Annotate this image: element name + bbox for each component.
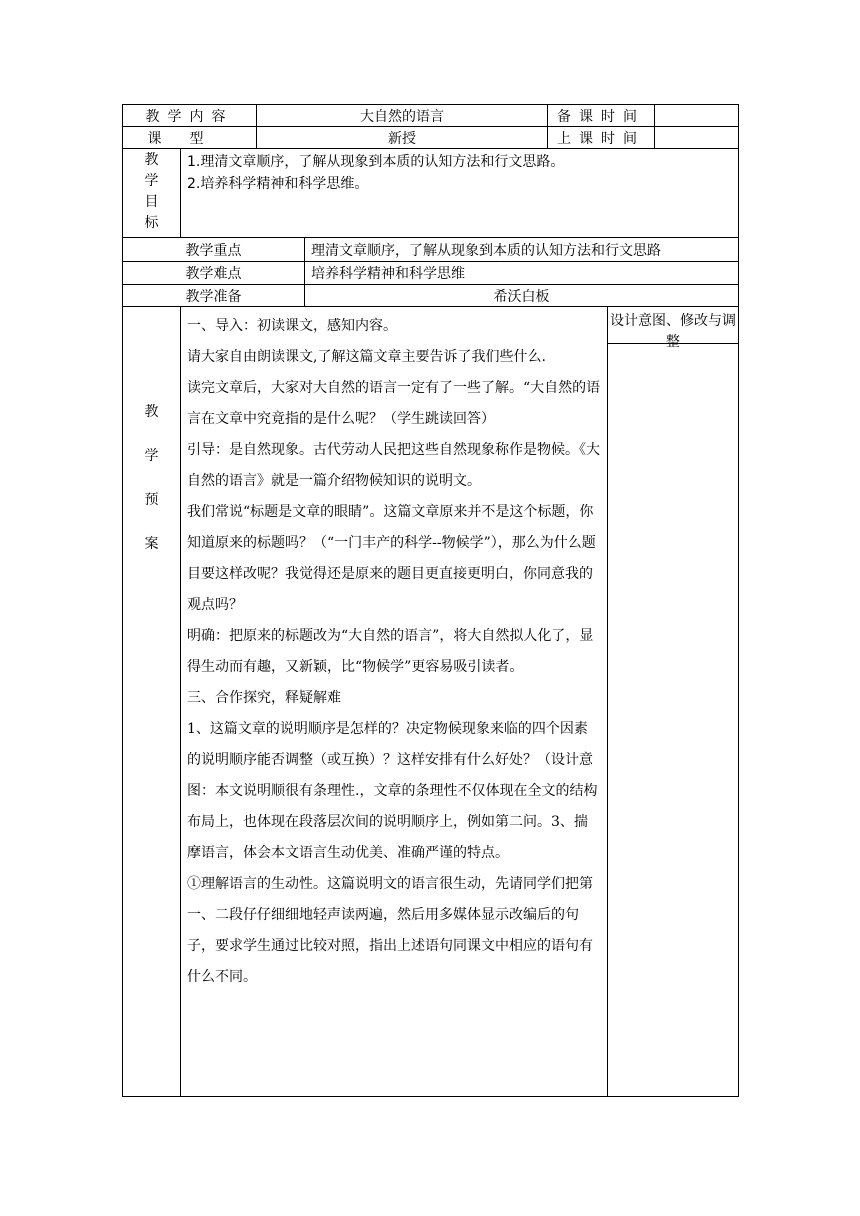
plan-label xyxy=(123,307,181,1097)
plan-paragraph: ①理解语言的生动性。这篇说明文的语言很生动，先请同学们把第一、二段仔仔细细地轻声读两遍，然后用多媒体显示改编后的句子，要求学生通过比较对照，指出上述语句同课文中相应的语句有什么不同。 xyxy=(187,876,593,985)
key-point-row xyxy=(123,238,739,262)
difficulty-row xyxy=(123,262,739,285)
goals-label-char: 标 xyxy=(144,215,159,231)
plan-label-char: 学 xyxy=(144,448,159,464)
goal-item: 2.培养科学精神和科学思维。 xyxy=(187,176,369,192)
plan-paragraph: 明确：把原来的标题改为“大自然的语言”，将大自然拟人化了，显得生动而有趣，又新颖，比“物候学”更容易吸引读者。 xyxy=(187,628,594,675)
type-value: 新授 xyxy=(257,127,548,149)
plan-paragraph: 引导：是自然现象。古代劳动人民把这些自然现象称作是物候。《大自然的语言》就是一篇介绍物候知识的说明文。 xyxy=(187,442,600,489)
goals-content xyxy=(181,149,739,238)
lesson-plan-table xyxy=(122,104,739,1097)
content-value: 大自然的语言 xyxy=(257,105,548,127)
plan-label-char: 教 xyxy=(144,404,159,420)
design-notes-cell xyxy=(608,307,739,1097)
plan-paragraph: 读完文章后，大家对大自然的语言一定有了一些了解。“大自然的语言在文章中究竟指的是什么呢？（学生跳读回答） xyxy=(187,380,601,427)
goals-row xyxy=(123,149,739,238)
difficulty-value: 培养科学精神和科学思维 xyxy=(305,262,739,285)
key-point-label: 教学重点 xyxy=(123,238,305,262)
goals-label-char: 学 xyxy=(144,173,159,189)
design-notes-header: 设计意图、修改与调整 xyxy=(608,307,738,344)
prep-time-value xyxy=(655,105,739,127)
goals-label xyxy=(123,149,181,238)
goal-item: 1.理清文章顺序，了解从现象到本质的认知方法和行文思路。 xyxy=(187,154,565,170)
plan-paragraph: 一、导入：初读课文，感知内容。 xyxy=(187,318,397,334)
preparation-value: 希沃白板 xyxy=(305,285,739,307)
header-row-1 xyxy=(123,105,739,127)
header-row-2 xyxy=(123,127,739,149)
plan-paragraph: 三、合作探究，释疑解难 xyxy=(187,690,341,706)
class-time-value xyxy=(655,127,739,149)
prep-time-label: 备课时间 xyxy=(548,105,655,127)
plan-label-char: 预 xyxy=(144,492,159,508)
goals-label-char: 目 xyxy=(144,194,159,210)
key-point-value: 理清文章顺序，了解从现象到本质的认知方法和行文思路 xyxy=(305,238,739,262)
plan-label-char: 案 xyxy=(144,536,159,552)
difficulty-label: 教学难点 xyxy=(123,262,305,285)
plan-row xyxy=(123,307,739,1097)
preparation-row xyxy=(123,285,739,307)
plan-paragraph: 我们常说“标题是文章的眼睛”。这篇文章原来并不是这个标题，你知道原来的标题吗？（“一门丰产的科学--物候学”），那么为什么题目要这样改呢？我觉得还是原来的题目更直接更明白，你同意我的观点吗？ xyxy=(187,504,596,613)
class-time-label: 上课时间 xyxy=(548,127,655,149)
type-label: 课型 xyxy=(123,127,257,149)
plan-paragraph: 1、这篇文章的说明顺序是怎样的？决定物候现象来临的四个因素的说明顺序能否调整（或互换）？这样安排有什么好处？（设计意图：本文说明顺很有条理性.，文章的条理性不仅体现在全文的结构布局上，也体现在段落层次间的说明顺序上，例如第二问。3、揣摩语言，体会本文语言生动优美、准确严谨的特点。 xyxy=(187,721,598,861)
plan-paragraph: 请大家自由朗读课文,了解这篇文章主要告诉了我们些什么. xyxy=(187,349,546,365)
content-label: 教学内容 xyxy=(123,105,257,127)
plan-content xyxy=(181,307,608,1097)
goals-label-char: 教 xyxy=(144,152,159,168)
preparation-label: 教学准备 xyxy=(123,285,305,307)
